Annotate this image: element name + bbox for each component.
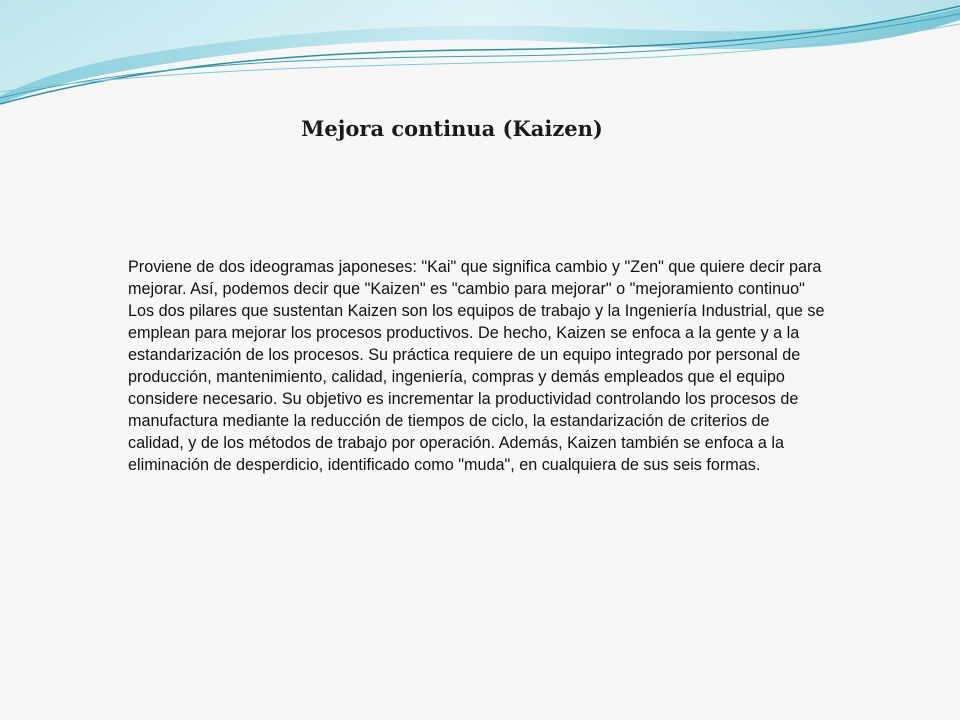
slide-title: Mejora continua (Kaizen) bbox=[301, 116, 603, 141]
slide-body-text: Proviene de dos ideogramas japoneses: "Kai" que significa cambio y "Zen" que quiere decir para mejorar. Así, podemos decir que "Kaizen" es "cambio para mejorar" o "mejoramiento continuo" Los dos pilares que sustentan Kaizen son los equipos de trabajo y la Ingeniería Industrial, que se emplean para mejorar los procesos productivos. De hecho, Kaizen se enfoca a la gente y a la estandarización de los procesos. Su práctica requiere de un equipo integrado por personal de producción, mantenimiento, calidad, ingeniería, compras y demás empleados que el equipo considere necesario. Su objetivo es incrementar la productividad controlando los procesos de manufactura mediante la reducción de tiempos de ciclo, la estandarización de criterios de calidad, y de los métodos de trabajo por operación. Además, Kaizen también se enfoca a la eliminación de desperdicio, identificado como "muda", en cualquiera de sus seis formas. bbox=[128, 258, 825, 474]
wave-header-decoration bbox=[0, 0, 960, 120]
